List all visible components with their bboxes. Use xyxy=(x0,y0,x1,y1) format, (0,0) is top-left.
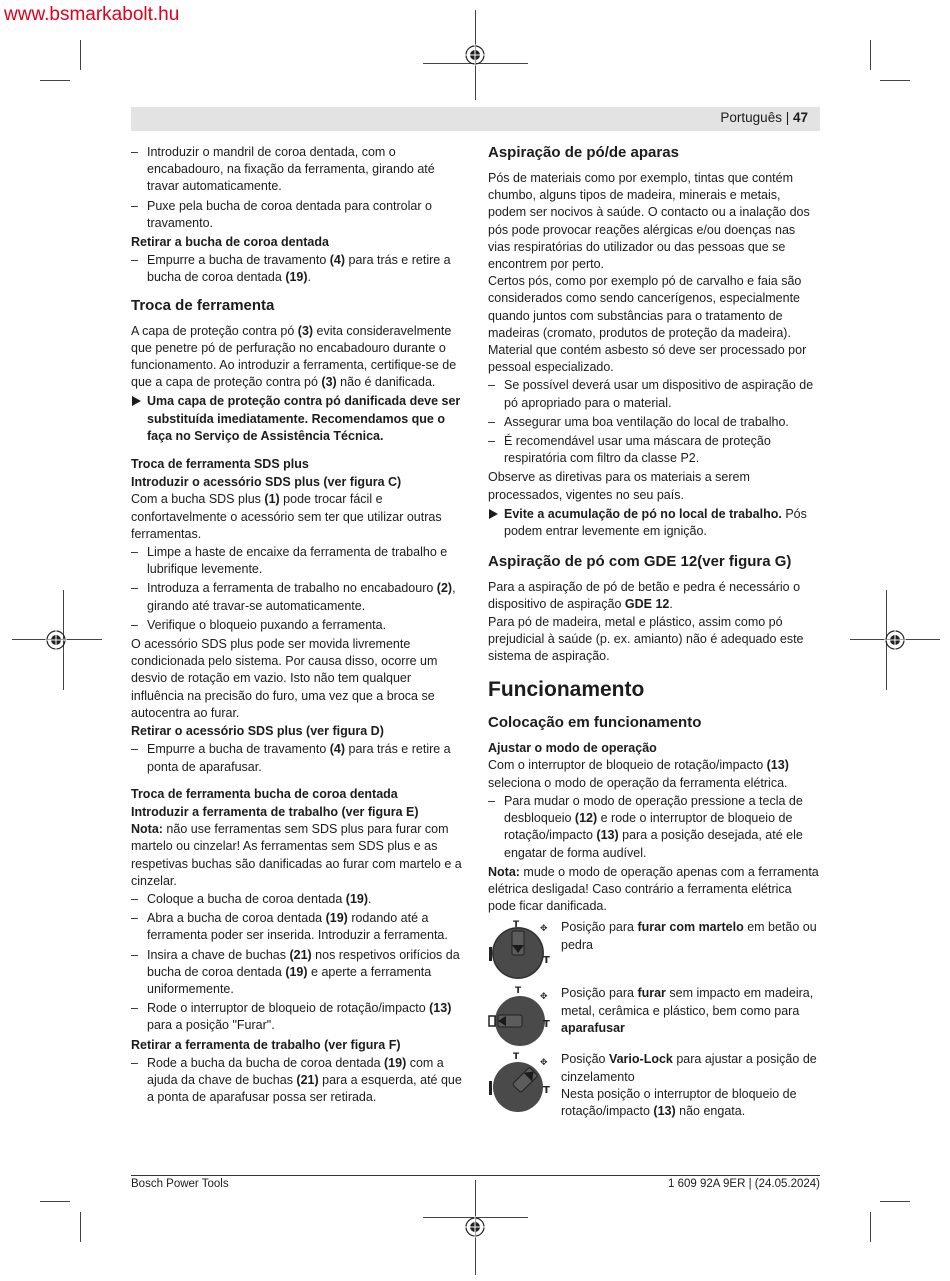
bullet-triangle-icon xyxy=(489,509,498,519)
paragraph: Com o interruptor de bloqueio de rotação/impacto (13) seleciona o modo de operação da ferramenta elétrica. xyxy=(488,758,789,790)
svg-text:T: T xyxy=(513,920,520,931)
list-item: – Introduzir o mandril de coroa dentada, com o encabadouro, na fixação da ferramenta, girando até travar automaticamente. xyxy=(131,144,464,196)
svg-text:T: T xyxy=(543,1019,550,1031)
warning-note: Evite a acumulação de pó no local de trabalho. Pós podem entrar levemente em ignição. xyxy=(488,506,820,540)
sds-remove-heading: Retirar o acessório SDS plus (ver figura D) xyxy=(131,724,384,739)
mode-description: Posição para furar sem impacto em madeira, metal, cerâmica e plástico, bem como para aparafusar xyxy=(561,986,814,1035)
svg-text:T: T xyxy=(513,1052,520,1063)
header-separator: | xyxy=(781,110,793,125)
list-item: – Verifique o bloqueio puxando a ferramenta. xyxy=(131,617,464,634)
list-item: – Coloque a bucha de coroa dentada (19). xyxy=(131,891,464,908)
crop-mark xyxy=(880,80,910,81)
svg-text:T: T xyxy=(515,986,522,997)
crop-mark xyxy=(40,1201,70,1202)
chapter-heading-operation: Funcionamento xyxy=(488,678,645,702)
mode-hammer-drilling xyxy=(488,919,820,981)
svg-text:T: T xyxy=(543,955,550,967)
keyed-list xyxy=(131,891,464,1035)
paragraph: Pós de materiais como por exemplo, tintas que contém chumbo, alguns tipos de madeira, minerais e metais, podem ser nocivos à saúde. O contacto ou a inalação dos pós pode provocar reações alérgicas e/ou doenças nas vias respiratórias do utilizador ou das pessoas que se encontrem por perto. xyxy=(488,171,810,272)
paragraph: A capa de proteção contra pó (3) evita consideravelmente que penetre pó de perfuração no encabadouro durante o funcionamento. Ao introduzir a ferramenta, certifique-se de que a capa de proteção contra pó (3) não é danificada. xyxy=(131,323,457,390)
keyed-remove-heading: Retirar a ferramenta de trabalho (ver figura F) xyxy=(131,1037,401,1052)
mode-selector-dial-icon xyxy=(488,1051,554,1113)
paragraph: Com a bucha SDS plus (1) pode trocar fácil e confortavelmente o acessório sem ter que utilizar outras ferramentas. xyxy=(131,492,442,541)
crop-mark xyxy=(880,1201,910,1202)
crop-mark xyxy=(40,80,70,81)
list-item: – Rode o interruptor de bloqueio de rotação/impacto (13) para a posição "Furar". xyxy=(131,1000,464,1034)
svg-text:✥: ✥ xyxy=(540,992,548,1003)
svg-text:✥: ✥ xyxy=(540,1058,548,1069)
sds-remove-list xyxy=(131,741,464,775)
warning-note xyxy=(131,393,464,445)
mode-description: Posição Vario-Lock para ajustar a posição de cinzelamento Nesta posição o interruptor de bloqueio de rotação/impacto (13) não engata. xyxy=(561,1052,817,1118)
header-language: Português xyxy=(720,110,782,125)
mode-selector-dial-icon xyxy=(488,919,554,981)
mode-selector-dial-icon xyxy=(488,985,554,1047)
right-column xyxy=(488,143,820,1120)
svg-text:T: T xyxy=(543,1085,550,1097)
list-item: – Empurre a bucha de travamento (4) para trás e retire a ponta de aparafusar. xyxy=(131,741,464,775)
keyed-insert-heading: Introduzir a ferramenta de trabalho (ver figura E) xyxy=(131,804,419,819)
paragraph: O acessório SDS plus pode ser movida livremente condicionada pelo sistema. Por causa disso, ocorre um desvio de rotação em vazio. Isto não tem qualquer influência na precisão do furo, uma vez que a broca se autocentra ao furar. xyxy=(131,637,438,720)
remove-chuck-heading: Retirar a bucha de coroa dentada xyxy=(131,235,329,250)
crop-mark xyxy=(870,40,871,70)
crop-mark xyxy=(80,40,81,70)
paragraph: Para pó de madeira, metal e plástico, assim como pó prejudicial à saúde (p. ex. amianto) não é adequado este sistema de aspiração. xyxy=(488,614,804,664)
paragraph: Certos pós, como por exemplo pó de carvalho e faia são considerados como sendo cancerígenos, especialmente quando juntos com substâncias para o tratamento de madeiras (cromato, produtos de proteção da madeira). Material que contém asbesto só deve ser processado por pessoal especializado. xyxy=(488,274,807,375)
list-item: – Insira a chave de buchas (21) nos respetivos orifícios da bucha de coroa dentada (19) e aperte a ferramenta uniformemente. xyxy=(131,947,464,999)
remove-chuck-list xyxy=(131,252,464,286)
paragraph: Para a aspiração de pó de betão e pedra é necessário o dispositivo de aspiração GDE 12. xyxy=(488,580,801,612)
header-text xyxy=(720,110,808,125)
sds-list xyxy=(131,544,464,634)
left-column xyxy=(131,143,464,1108)
list-item: – Limpe a haste de encaixe da ferramenta de trabalho e lubrifique levemente. xyxy=(131,544,464,578)
section-heading-tool-change: Troca de ferramenta xyxy=(131,296,275,314)
list-item: – Abra a bucha de coroa dentada (19) rodando até a ferramenta poder ser inserida. Introduzir a ferramenta. xyxy=(131,910,464,944)
keyed-chuck-heading: Troca de ferramenta bucha de coroa dentada xyxy=(131,786,398,801)
crop-mark xyxy=(870,1212,871,1242)
list-item: – Introduza a ferramenta de trabalho no encabadouro (2), girando até travar-se automaticamente. xyxy=(131,580,464,614)
bullet-triangle-icon xyxy=(132,396,141,406)
section-heading-startup: Colocação em funcionamento xyxy=(488,714,702,732)
intro-list xyxy=(131,144,464,232)
page-number: 47 xyxy=(792,110,808,125)
mode-list xyxy=(488,793,820,862)
section-heading-gde: Aspiração de pó com GDE 12(ver figura G) xyxy=(488,553,792,571)
list-item: – Empurre a bucha de travamento (4) para trás e retire a bucha de coroa dentada (19). xyxy=(131,252,464,286)
list-item: – Puxe pela bucha de coroa dentada para controlar o travamento. xyxy=(131,198,464,232)
footer-rule xyxy=(131,1175,820,1176)
registration-mark-icon xyxy=(884,629,906,651)
mode-heading: Ajustar o modo de operação xyxy=(488,741,657,756)
mode-vario-lock xyxy=(488,1051,820,1120)
watermark-text[interactable]: www.bsmarkabolt.hu xyxy=(4,4,180,25)
list-item: – Rode a bucha da bucha de coroa dentada (19) com a ajuda da chave de buchas (21) para a esquerda, até que a ponta de aparafusar possa ser retirada. xyxy=(131,1055,464,1107)
crop-mark xyxy=(80,1212,81,1242)
footer-brand: Bosch Power Tools xyxy=(131,1178,229,1190)
mode-drilling xyxy=(488,985,820,1047)
list-item: – Se possível deverá usar um dispositivo de aspiração de pó apropriado para o material. xyxy=(488,377,820,411)
list-item: – Para mudar o modo de operação pressione a tecla de desbloqueio (12) e rode o interruptor de bloqueio de rotação/impacto (13) para a posição desejada, até ele engatar de forma audível. xyxy=(488,793,820,862)
mode-description: Posição para furar com martelo em betão ou pedra xyxy=(561,920,817,952)
registration-mark-icon xyxy=(45,629,67,651)
list-item: – Assegurar uma boa ventilação do local de trabalho. xyxy=(488,414,820,431)
registration-mark-icon xyxy=(464,1216,486,1238)
svg-text:✥: ✥ xyxy=(540,924,548,935)
page-header xyxy=(131,107,820,131)
note-paragraph: Nota: mude o modo de operação apenas com a ferramenta elétrica desligada! Caso contrário a ferramenta elétrica pode ficar danificada. xyxy=(488,864,819,914)
sds-insert-heading: Introduzir o acessório SDS plus (ver figura C) xyxy=(131,475,402,490)
paragraph: Observe as diretivas para os materiais a serem processados, vigentes no seu país. xyxy=(488,470,750,502)
sds-heading: Troca de ferramenta SDS plus xyxy=(131,457,309,472)
note-paragraph: Nota: não use ferramentas sem SDS plus para furar com martelo ou cinzelar! As ferramentas sem SDS plus e as respetivas buchas são danificadas ao furar com martelo e a cinzelar. xyxy=(131,822,462,888)
footer-doc-code: 1 609 92A 9ER | (24.05.2024) xyxy=(668,1178,820,1190)
list-item: – É recomendável usar uma máscara de proteção respiratória com filtro da classe P2. xyxy=(488,433,820,467)
registration-mark-icon xyxy=(464,44,486,66)
dust-list xyxy=(488,377,820,467)
keyed-remove-list xyxy=(131,1055,464,1107)
section-heading-dust: Aspiração de pó/de aparas xyxy=(488,144,679,161)
warning-text: Uma capa de proteção contra pó danificada deve ser substituída imediatamente. Recomendamos que o faça no Serviço de Assistência Técnica. xyxy=(147,394,461,443)
